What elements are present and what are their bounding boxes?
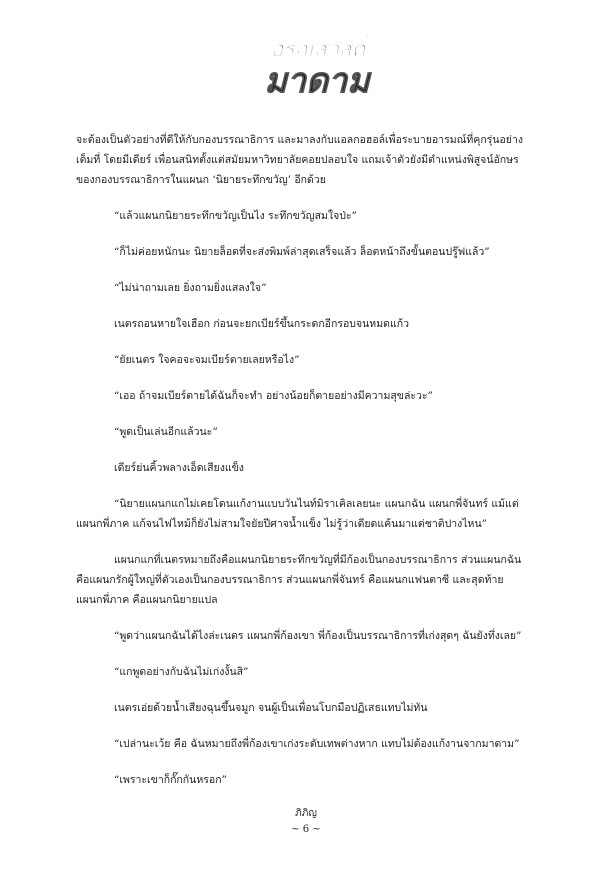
text-line: “นิยายแผนกแกไม่เคยโดนแก้งานแบบวันไนท์มิราเคิลเลยนะ แผนกฉัน แผนกพี่จันทร์ แม้แต่ xyxy=(114,498,519,510)
text-line: แผนกพี่ภาค คือแผนกนิยายแปล xyxy=(76,594,218,606)
dialogue-line xyxy=(76,422,546,442)
dialogue-line xyxy=(76,386,546,406)
text-line: “เพราะเขาก็กั๊กกันหรอก” xyxy=(114,774,227,786)
text-line: “พูดว่าแผนกฉันได้ไงล่ะเนตร แผนกพี่ก้องเขา พี่ก้องเป็นบรรณาธิการที่เก่งสุดๆ ฉันยังทึ่งเลย” xyxy=(114,630,522,642)
dialogue-line xyxy=(76,662,546,682)
dialogue-paragraph xyxy=(76,494,546,534)
logo-line-2: มาดาม xyxy=(264,61,370,101)
narration-line xyxy=(76,458,546,478)
text-line: เนตรเอ่ยด้วยน้ำเสียงฉุนขึ้นจมูก จนผู้เป็นเพื่อนโบกมือปฏิเสธแทบไม่ทัน xyxy=(114,702,428,714)
text-line: “ก็ไม่ค่อยหนักนะ นิยายล็อตที่จะส่งพิมพ์ล่าสุดเสร็จแล้ว ล็อตหน้าถึงขั้นตอนปรู๊ฟแล้ว” xyxy=(114,246,490,258)
text-line: “เปล่านะเว้ย คือ ฉันหมายถึงพี่ก้องเขาเก่งระดับเทพต่างหาก แทบไม่ต้องแก้งานจากมาดาม” xyxy=(114,738,520,750)
dialogue-line xyxy=(76,206,546,226)
logo-line-1: อรุณสวัสดิ์ xyxy=(270,37,366,61)
text-line: “ไม่น่าถามเลย ยิ่งถามยิ่งแสลงใจ” xyxy=(114,282,267,294)
dialogue-line xyxy=(76,278,546,298)
text-line: แผนกพี่ภาค แก้จนไฟไหม้ก็ยังไม่สามใจยัยปีศาจน้ำแข็ง ไม่รู้ว่าเดียดแค้นมาแต่ชาติปางไหน” xyxy=(76,518,488,530)
book-title-logo xyxy=(262,28,372,102)
text-line: เดียร์ย่นคิ้วพลางเอ็ดเสียงแข็ง xyxy=(114,462,244,474)
text-line: “ยัยเนตร ใจคอจะจมเบียร์ตายเลยหรือไง” xyxy=(114,354,300,366)
chapter-body xyxy=(76,130,546,790)
text-line: “แกพูดอย่างกับฉันไม่เก่งงั้นสิ” xyxy=(114,666,249,678)
text-line: “เออ ถ้าจมเบียร์ตายได้ฉันก็จะทำ อย่างน้อยก็ตายอย่างมีความสุขล่ะวะ” xyxy=(114,390,433,402)
dialogue-line xyxy=(76,734,546,754)
dialogue-line xyxy=(76,350,546,370)
narration-line xyxy=(76,698,546,718)
narration-paragraph xyxy=(76,550,546,610)
text-line: เนตรถอนหายใจเฮือก ก่อนจะยกเบียร์ขึ้นกระดกอีกรอบจนหมดแก้ว xyxy=(114,318,409,330)
dialogue-line xyxy=(76,626,546,646)
text-line: คือแผนกรักผู้ใหญ่ที่ตัวเองเป็นกองบรรณาธิการ ส่วนแผนกพี่จันทร์ คือแผนกแฟนตาซี และสุดท้าย xyxy=(76,574,504,586)
text-line: แผนกแกที่เนตรหมายถึงคือแผนกนิยายระทึกขวัญที่มีก้องเป็นกองบรรณาธิการ ส่วนแผนกฉัน xyxy=(114,554,522,566)
page-number: ~ 6 ~ xyxy=(291,824,321,835)
text-line: จะต้องเป็นตัวอย่างที่ดีให้กับกองบรรณาธิการ และมาลงกับแอลกอฮอล์เพื่อระบายอารมณ์ที่คุกรุ่นอย่าง xyxy=(76,134,523,146)
author-name: ภิภิญ xyxy=(295,808,317,819)
text-line: “พูดเป็นเล่นอีกแล้วนะ” xyxy=(114,426,218,438)
dialogue-line xyxy=(76,770,546,790)
dialogue-line xyxy=(76,242,546,262)
paragraph xyxy=(76,130,546,190)
text-line: ของกองบรรณาธิการในแผนก ‘นิยายระทึกขวัญ’ อีกด้วย xyxy=(76,174,326,186)
text-line: “แล้วแผนกนิยายระทึกขวัญเป็นไง ระทึกขวัญสมใจป่ะ” xyxy=(114,210,357,222)
text-line: เต็มที่ โดยมีเดียร์ เพื่อนสนิทตั้งแต่สมัยมหาวิทยาลัยคอยปลอบใจ แถมเจ้าตัวยังมีตำแหน่งพิสูจน์อักษร xyxy=(76,154,519,166)
narration-line xyxy=(76,314,546,334)
